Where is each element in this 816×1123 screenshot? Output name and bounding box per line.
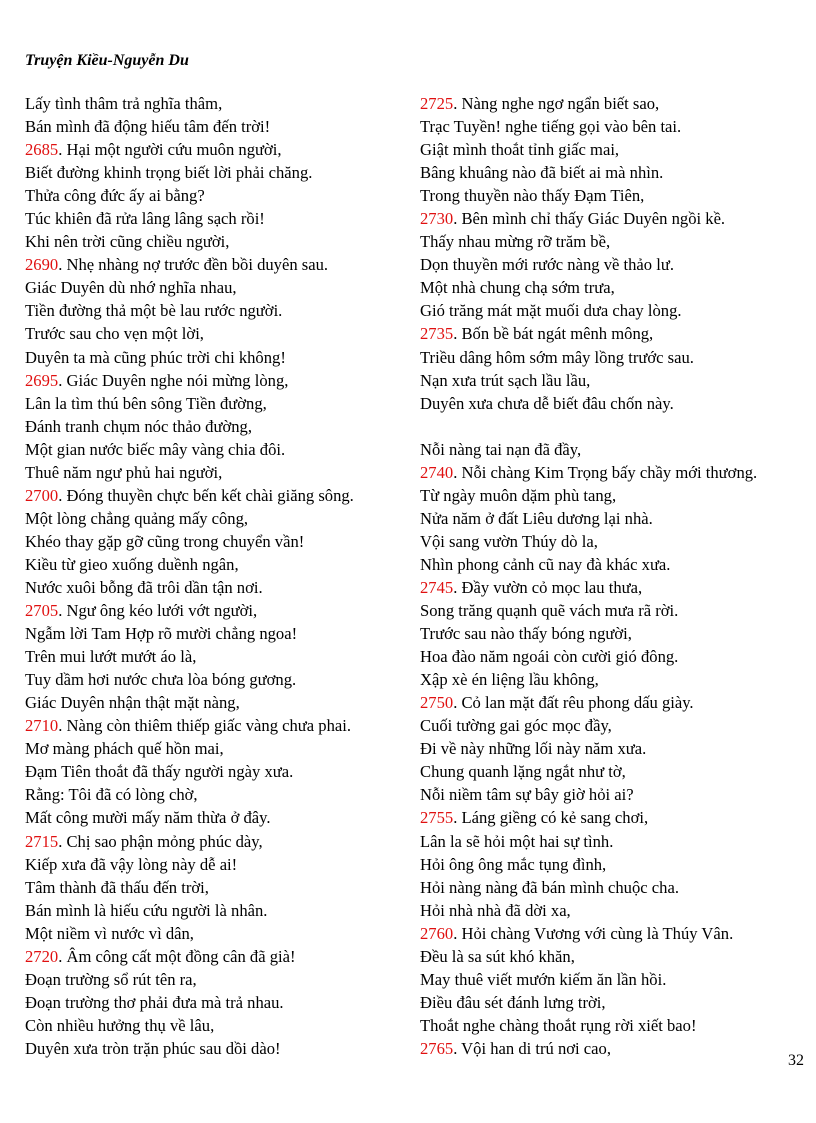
verse-line: [25, 276, 425, 299]
verse-line: [420, 853, 816, 876]
verse-line: [420, 299, 816, 322]
verse-line: [420, 599, 816, 622]
verse-number: 2725: [420, 94, 454, 113]
verse-line: [420, 968, 816, 991]
verse-number: 2705: [25, 601, 59, 621]
verse-text: Kiếp xưa đã vậy lòng này dễ ai!: [25, 854, 238, 874]
verse-text: Ngẫm lời Tam Hợp rõ mười chẳng ngoa!: [25, 624, 298, 644]
verse-line: [420, 115, 816, 138]
verse-line: [420, 461, 816, 484]
verse-line: [420, 138, 816, 161]
verse-line: [420, 737, 816, 760]
verse-number: 2765: [420, 1038, 454, 1058]
verse-number: 2710: [25, 716, 59, 736]
verse-line: [420, 553, 816, 576]
verse-text: . Nỗi chàng Kim Trọng bấy chầy mới thương.: [453, 462, 758, 482]
verse-line: [25, 392, 425, 415]
verse-text: Bâng khuâng nào đã biết ai mà nhìn.: [420, 163, 664, 183]
verse-text: Trong thuyền nào thấy Đạm Tiên,: [420, 186, 645, 206]
verse-line: [25, 369, 425, 392]
verse-text: Thuê năm ngư phủ hai người,: [25, 462, 223, 482]
verse-line: [25, 415, 425, 438]
verse-line: [420, 691, 816, 714]
verse-text: Xập xè én liệng lầu không,: [420, 670, 599, 690]
verse-line: [25, 576, 425, 599]
verse-line: [25, 92, 425, 115]
verse-number: 2760: [420, 923, 454, 943]
verse-text: Đi về này những lối này năm xưa.: [420, 739, 647, 759]
verse-text: Tâm thành đã thấu đến trời,: [25, 877, 209, 897]
verse-line: [420, 783, 816, 806]
verse-line: [420, 207, 816, 230]
verse-text: Bán mình là hiếu cứu người là nhân.: [25, 900, 268, 920]
verse-text: Mơ màng phách quế hồn mai,: [25, 739, 224, 759]
page-header: Truyện Kiều-Nguyễn Du: [25, 52, 189, 69]
verse-text: . Nàng nghe ngơ ngẩn biết sao,: [453, 94, 660, 113]
verse-text: Duyên xưa chưa dễ biết đâu chốn này.: [420, 393, 674, 413]
verse-text: Lấy tình thâm trả nghĩa thâm,: [25, 94, 223, 113]
verse-line: [420, 184, 816, 207]
verse-line: [420, 415, 816, 438]
verse-line: [420, 392, 816, 415]
verse-text: Hỏi nhà nhà đã dời xa,: [420, 900, 571, 920]
verse-text: Còn nhiều hưởng thụ về lâu,: [25, 1015, 215, 1035]
verse-line: [420, 622, 816, 645]
verse-text: Triều dâng hôm sớm mây lồng trước sau.: [420, 347, 694, 367]
verse-line: [420, 276, 816, 299]
verse-line: [25, 991, 425, 1014]
verse-line: [420, 760, 816, 783]
verse-line: [420, 876, 816, 899]
verse-text: Hỏi ông ông mắc tụng đình,: [420, 854, 607, 874]
verse-line: [25, 899, 425, 922]
verse-text: Mất công mười mấy năm thừa ở đây.: [25, 808, 271, 828]
verse-text: Dọn thuyền mới rước nàng về thảo lư.: [420, 255, 674, 275]
verse-line: [420, 1037, 816, 1060]
verse-text: Đều là sa sút khó khăn,: [420, 946, 575, 966]
verse-text: . Bốn bề bát ngát mênh mông,: [453, 324, 654, 344]
verse-text: Kiều từ gieo xuống duềnh ngân,: [25, 554, 239, 574]
verse-text: Một lòng chẳng quảng mấy công,: [25, 508, 249, 528]
verse-line: [25, 1037, 425, 1060]
verse-text: Trạc Tuyền! nghe tiếng gọi vào bên tai.: [420, 117, 682, 137]
verse-text: Một nhà chung chạ sớm trưa,: [420, 278, 615, 298]
verse-text: Rằng: Tôi đã có lòng chờ,: [25, 785, 198, 805]
verse-text: Song trăng quạnh quẽ vách mưa rã rời.: [420, 601, 679, 621]
verse-text: . Giác Duyên nghe nói mừng lòng,: [58, 370, 289, 390]
verse-text: May thuê viết mướn kiếm ăn lần hồi.: [420, 969, 667, 989]
verse-text: Giác Duyên dù nhớ nghĩa nhau,: [25, 278, 237, 298]
verse-line: [25, 299, 425, 322]
verse-text: . Láng giềng có kẻ sang chơi,: [453, 808, 649, 828]
verse-line: [420, 438, 816, 461]
verse-text: . Vội han di trú nơi cao,: [453, 1038, 611, 1058]
verse-line: [25, 968, 425, 991]
verse-line: [420, 507, 816, 530]
verse-text: . Cỏ lan mặt đất rêu phong dấu giày.: [453, 693, 694, 713]
verse-number: 2685: [25, 140, 59, 160]
verse-line: [420, 945, 816, 968]
verse-text: Đánh tranh chụm nóc thảo đường,: [25, 416, 252, 436]
verse-line: [25, 1014, 425, 1037]
verse-text: Gió trăng mát mặt muối dưa chay lòng.: [420, 301, 682, 321]
verse-number: 2730: [420, 209, 454, 229]
verse-number: 2745: [420, 577, 454, 597]
verse-text: Nạn xưa trút sạch lầu lầu,: [420, 370, 591, 390]
verse-text: Đoạn trường thơ phải đưa mà trả nhau.: [25, 992, 284, 1012]
verse-text: . Âm công cất một đồng cân đã già!: [58, 946, 296, 966]
verse-number: 2715: [25, 831, 59, 851]
verse-line: [25, 853, 425, 876]
verse-line: [420, 369, 816, 392]
verse-line: [420, 922, 816, 945]
verse-text: Nỗi nàng tai nạn đã đầy,: [420, 439, 582, 459]
verse-line: [25, 668, 425, 691]
verse-text: Khéo thay gặp gỡ cũng trong chuyển vần!: [25, 531, 305, 551]
verse-line: [25, 599, 425, 622]
verse-text: Nỗi niềm tâm sự bây giờ hỏi ai?: [420, 785, 634, 805]
verse-text: Giác Duyên nhận thật mặt nàng,: [25, 693, 240, 713]
verse-line: [420, 484, 816, 507]
verse-line: [420, 322, 816, 345]
verse-number: 2695: [25, 370, 59, 390]
verse-text: Hỏi nàng nàng đã bán mình chuộc cha.: [420, 877, 679, 897]
verse-number: 2720: [25, 946, 59, 966]
verse-text: Túc khiên đã rửa lâng lâng sạch rồi!: [25, 209, 265, 229]
verse-text: . Hại một người cứu muôn người,: [58, 140, 282, 160]
verse-text: Trên mui lướt mướt áo là,: [25, 647, 197, 667]
verse-number: 2690: [25, 255, 59, 275]
verse-line: [420, 576, 816, 599]
left-column: [25, 92, 425, 1060]
verse-text: Nửa năm ở đất Liêu dương lại nhà.: [420, 508, 653, 528]
verse-text: Chung quanh lặng ngắt như tờ,: [420, 762, 626, 782]
verse-line: [25, 922, 425, 945]
verse-text: Lân la sẽ hỏi một hai sự tình.: [420, 831, 614, 851]
verse-text: Nhìn phong cảnh cũ nay đà khác xưa.: [420, 554, 671, 574]
verse-line: [25, 645, 425, 668]
verse-line: [420, 1014, 816, 1037]
verse-line: [420, 530, 816, 553]
verse-line: [25, 346, 425, 369]
verse-line: [25, 138, 425, 161]
verse-line: [25, 830, 425, 853]
verse-text: Một gian nước biếc mây vàng chia đôi.: [25, 439, 286, 459]
verse-line: [25, 438, 425, 461]
verse-line: [25, 945, 425, 968]
verse-text: Tiền đường thả một bè lau rước người.: [25, 301, 283, 321]
verse-line: [25, 207, 425, 230]
verse-text: Thửa công đức ấy ai bằng?: [25, 186, 205, 206]
verse-line: [25, 230, 425, 253]
verse-line: [25, 507, 425, 530]
verse-text: . Chị sao phận mỏng phúc dày,: [58, 831, 263, 851]
right-column: [420, 92, 816, 1060]
verse-line: [25, 760, 425, 783]
verse-text: Nước xuôi bỗng đã trôi dần tận nơi.: [25, 577, 263, 597]
verse-line: [25, 553, 425, 576]
page-number: 32: [788, 1052, 804, 1069]
verse-line: [25, 714, 425, 737]
verse-number: 2735: [420, 324, 454, 344]
verse-line: [25, 806, 425, 829]
verse-line: [25, 691, 425, 714]
verse-text: Lân la tìm thú bên sông Tiền đường,: [25, 393, 267, 413]
verse-line: [25, 622, 425, 645]
verse-text: . Bên mình chỉ thấy Giác Duyên ngồi kề.: [453, 209, 726, 229]
verse-text: Khi nên trời cũng chiều người,: [25, 232, 230, 252]
verse-line: [25, 253, 425, 276]
verse-text: Hoa đào năm ngoái còn cười gió đông.: [420, 647, 679, 667]
verse-line: [25, 484, 425, 507]
verse-line: [25, 737, 425, 760]
verse-line: [420, 92, 816, 115]
verse-text: Điều đâu sét đánh lưng trời,: [420, 992, 606, 1012]
verse-text: Vội sang vườn Thúy dò la,: [420, 531, 598, 551]
verse-text: Cuối tường gai góc mọc đầy,: [420, 716, 612, 736]
verse-text: Tuy dầm hơi nước chưa lòa bóng gương.: [25, 670, 297, 690]
verse-line: [420, 346, 816, 369]
verse-text: . Nhẹ nhàng nợ trước đền bồi duyên sau.: [58, 255, 329, 275]
verse-text: Duyên ta mà cũng phúc trời chi không!: [25, 347, 286, 367]
verse-line: [25, 322, 425, 345]
verse-line: [25, 184, 425, 207]
verse-text: . Đóng thuyền chực bến kết chài giăng sông.: [58, 485, 354, 505]
verse-text: Một niềm vì nước vì dân,: [25, 923, 194, 943]
verse-line: [420, 161, 816, 184]
verse-line: [420, 253, 816, 276]
verse-text: Thoắt nghe chàng thoắt rụng rời xiết bao!: [420, 1015, 697, 1035]
verse-line: [420, 668, 816, 691]
verse-text: Giật mình thoắt tỉnh giấc mai,: [420, 140, 620, 160]
verse-line: [420, 830, 816, 853]
verse-number: 2750: [420, 693, 454, 713]
verse-text: Thấy nhau mừng rỡ trăm bề,: [420, 232, 611, 252]
verse-text: . Ngư ông kéo lưới vớt người,: [58, 601, 258, 621]
verse-number: 2755: [420, 808, 454, 828]
verse-text: Duyên xưa tròn trặn phúc sau dồi dào!: [25, 1038, 281, 1058]
verse-text: Biết đường khinh trọng biết lời phải chăng.: [25, 163, 313, 183]
verse-line: [420, 714, 816, 737]
verse-text: Đạm Tiên thoắt đã thấy người ngày xưa.: [25, 762, 294, 782]
verse-line: [25, 161, 425, 184]
verse-text: Trước sau nào thấy bóng người,: [420, 624, 632, 644]
verse-line: [420, 230, 816, 253]
verse-text: Bán mình đã động hiếu tâm đến trời!: [25, 117, 271, 137]
verse-line: [420, 645, 816, 668]
verse-line: [25, 783, 425, 806]
verse-line: [25, 461, 425, 484]
verse-text: Đoạn trường sổ rút tên ra,: [25, 969, 197, 989]
verse-line: [420, 991, 816, 1014]
verse-text: . Nàng còn thiêm thiếp giấc vàng chưa phai.: [58, 716, 352, 736]
verse-number: 2700: [25, 485, 59, 505]
verse-text: . Đầy vườn cỏ mọc lau thưa,: [453, 577, 643, 597]
verse-line: [25, 530, 425, 553]
verse-line: [25, 876, 425, 899]
verse-text: Trước sau cho vẹn một lời,: [25, 324, 204, 344]
verse-line: [420, 806, 816, 829]
verse-text: . Hỏi chàng Vương với cùng là Thúy Vân.: [453, 923, 734, 943]
verse-text: Từ ngày muôn dặm phù tang,: [420, 485, 617, 505]
verse-line: [25, 115, 425, 138]
verse-number: 2740: [420, 462, 454, 482]
verse-line: [420, 899, 816, 922]
